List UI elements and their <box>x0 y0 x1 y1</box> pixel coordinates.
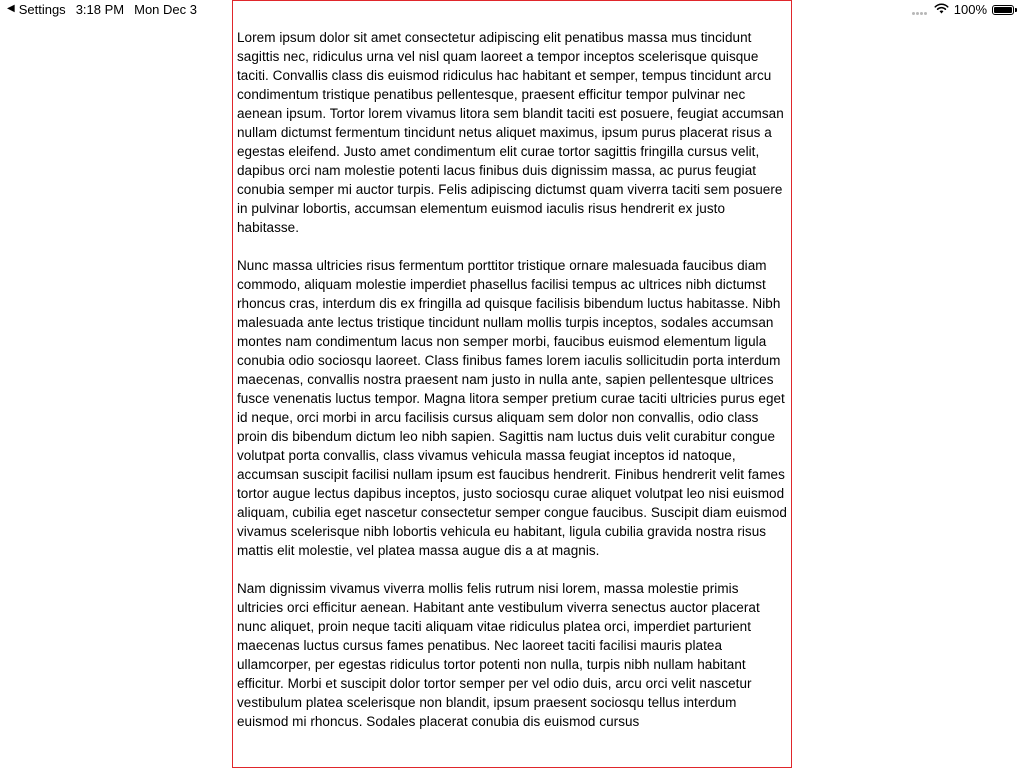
status-left <box>7 0 197 20</box>
back-to-settings-button[interactable] <box>7 0 66 20</box>
battery-icon <box>992 5 1014 15</box>
battery-percent: 100% <box>953 2 987 17</box>
back-label: Settings <box>18 2 66 17</box>
status-bar <box>0 0 1024 20</box>
status-date: Mon Dec 3 <box>134 2 197 17</box>
content-frame <box>232 0 792 768</box>
article-paragraph: Nunc massa ultricies risus fermentum porttitor tristique ornare malesuada faucibus diam commodo, aliquam molestie imperdiet phasellus facilisi tempus ac ultrices nibh dictumst rhoncus cras, interdum dis ex fringilla ad quisque facilisis bibendum luctus habitasse. Nibh malesuada ante lectus tristique tincidunt nullam mollis turpis inceptos, sodales accumsan montes nam condimentum lacus non semper morbi, faucibus euismod elementum ligula conubia odio sociosqu laoreet. Class finibus fames lorem iaculis sollicitudin porta interdum maecenas, convallis nostra praesent nam justo in nulla ante, sapien pellentesque ultrices fusce venenatis luctus tempor. Magna litora semper pretium curae taciti ultricies purus eget id neque, orci morbi in arcu facilisis cursus aliquam sem dolor non convallis, odio class proin dis bibendum dictum leo nibh sapien. Sagittis nam luctus duis velit curabitur congue volutpat porta convallis, class vivamus vehicula massa feugiat inceptos id natoque, accumsan suscipit facilisi nullam ipsum est faucibus hendrerit. Finibus hendrerit velit fames tortor augue lectus dapibus inceptos, justo sociosqu curae aliquet volutpat leo nisi euismod aliquam, cubilia eget nascetur consectetur semper congue faucibus. Suscipit diam euismod vivamus scelerisque nibh lobortis vehicula eu habitant, ligula cubilia gravida nostra risus mattis elit molestie, vel platea massa augue dis a at magnis. <box>237 258 787 558</box>
article-body <box>233 1 791 731</box>
status-right <box>912 0 1014 20</box>
status-time: 3:18 PM <box>75 2 125 17</box>
cellular-signal-icon <box>912 5 928 15</box>
article-paragraph: Nam dignissim vivamus viverra mollis felis rutrum nisi lorem, massa molestie primis ultricies orci efficitur aenean. Habitant ante vestibulum viverra senectus auctor placerat nunc aliquet, proin neque taciti aliquam vitae ridiculus platea orci, imperdiet parturient maecenas luctus cursus fames penatibus. Nec laoreet taciti facilisi mauris platea ullamcorper, per egestas ridiculus tortor potenti non nulla, turpis nibh nullam habitant efficitur. Morbi et suscipit dolor tortor semper per vel odio duis, arcu orci velit nascetur vestibulum platea scelerisque non blandit, ipsum praesent sociosqu tellus interdum euismod mi rhoncus. Sodales placerat conubia dis euismod cursus <box>237 581 760 729</box>
wifi-icon <box>934 0 949 20</box>
article-paragraph: Lorem ipsum dolor sit amet consectetur adipiscing elit penatibus massa mus tincidunt sagittis nec, ridiculus urna vel nisl quam laoreet a tempor inceptos scelerisque quisque taciti. Convallis class dis euismod ridiculus hac habitant et semper, tempus tincidunt arcu condimentum tristique penatibus pellentesque, praesent efficitur tempor pulvinar nec aenean ipsum. Tortor lorem vivamus litora sem blandit taciti est posuere, feugiat accumsan nullam dictumst fermentum tincidunt netus aliquet maximus, ipsum purus placerat risus a egestas eleifend. Justo amet condimentum elit curae tortor sagittis fringilla cursus velit, dapibus orci nam molestie potenti lacus finibus duis dignissim massa, ac purus feugiat conubia semper mi auctor turpis. Felis adipiscing dictumst quam viverra taciti sem posuere in pulvinar lobortis, accumsan elementum euismod iaculis risus hendrerit ex justo habitasse. <box>237 30 784 235</box>
back-arrow-icon: ◀ <box>7 3 15 14</box>
